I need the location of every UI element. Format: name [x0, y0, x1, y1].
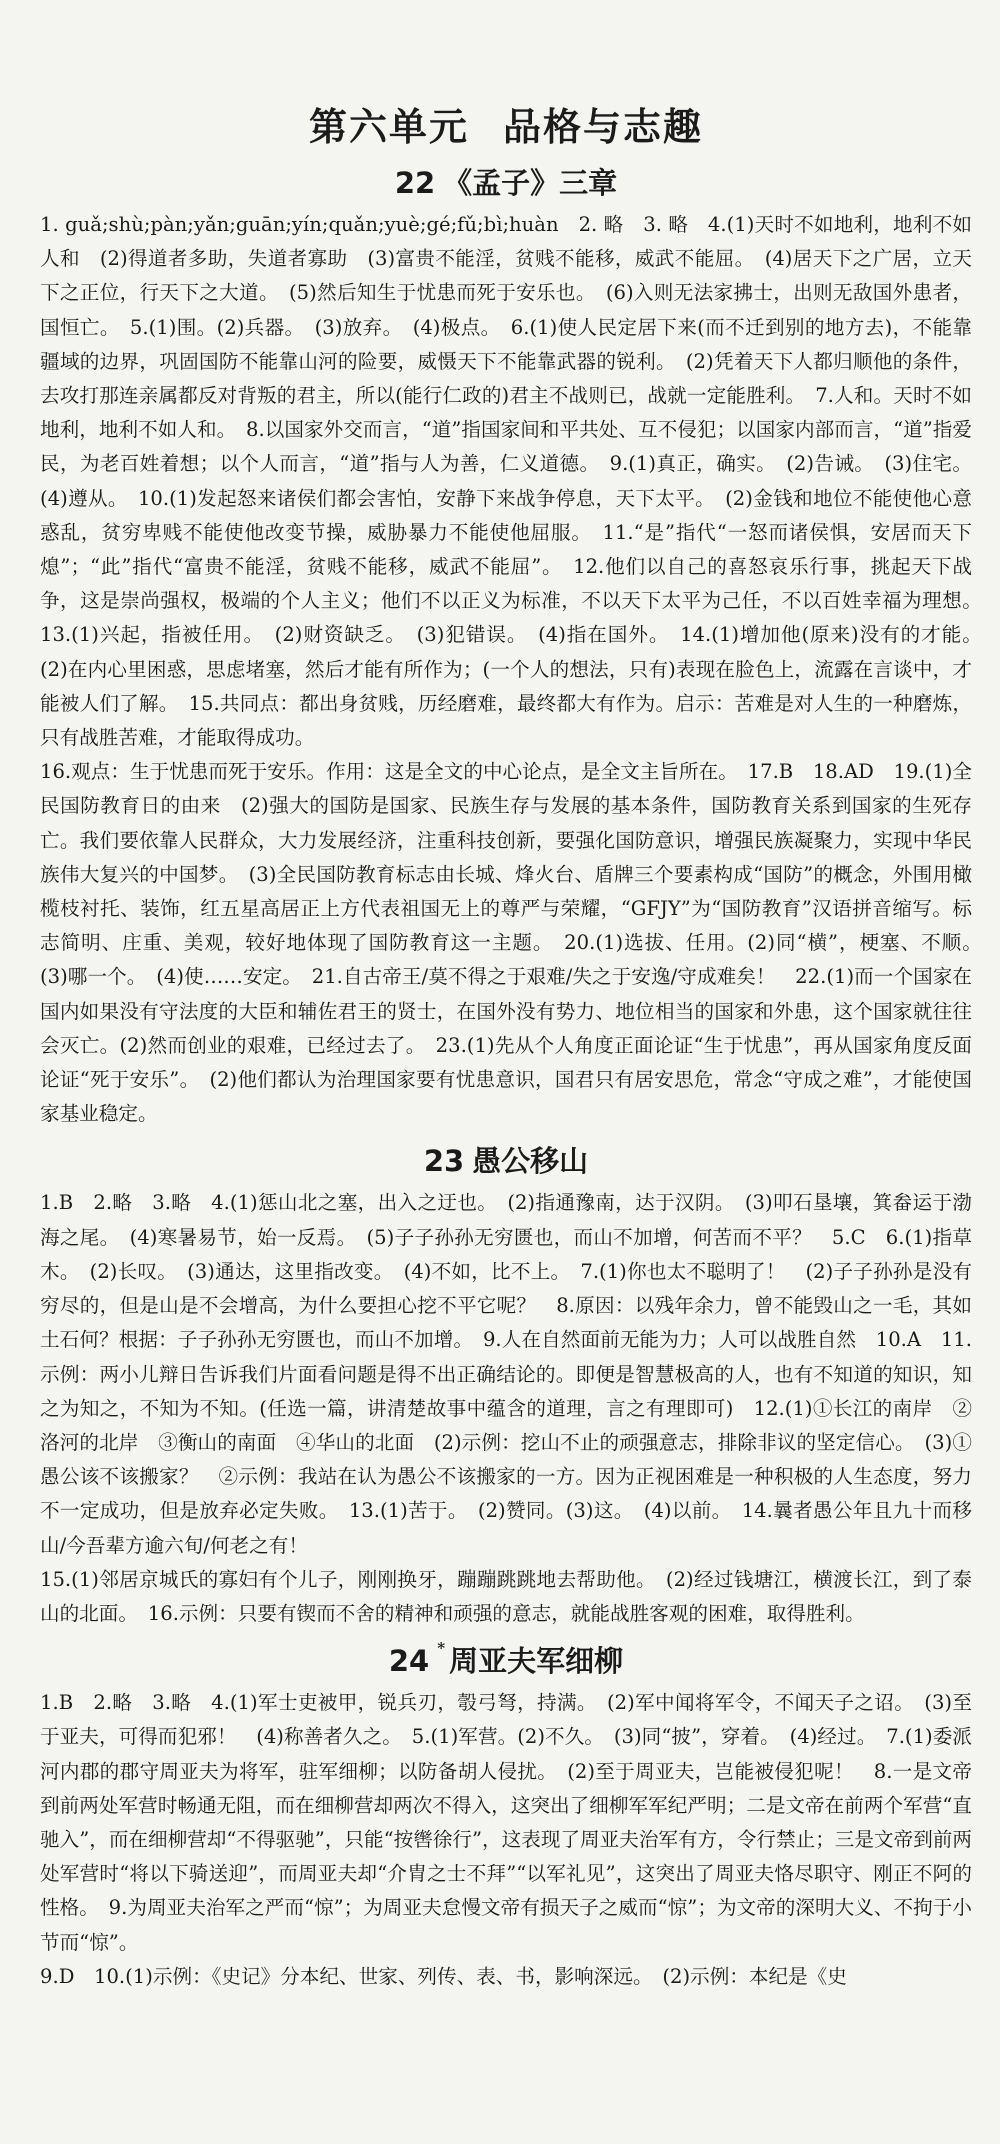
lesson-number: 22	[394, 166, 436, 200]
answer-paragraph: 9.D 10.(1)示例：《史记》分本纪、世家、列传、表、书，影响深远。 (2)示例：本纪是《史	[40, 1964, 847, 1988]
answer-paragraph: 1.B 2.略 3.略 4.(1)惩山北之塞，出入之迂也。 (2)指通豫南，达于汉阴。 (3)叩石垦壤，箕畚运于渤海之尾。 (4)寒暑易节，始一反焉。 (5)子子孙孙无穷匮也，而山不加增，何苦而不平？ 5.C 6.(1)指草木。 (2)长叹。 (3)通达，这里指改变。 (4)不如，比不上。 7.(1)你也太不聪明了！ (2)子子孙孙是没有穷尽的，但是山是不会增高，为什么要担心挖不平它呢？ 8.原因：以残年余力，曾不能毁山之一毛，其如土石何？根据：子子孙孙无穷匮也，而山不加增。 9.人在自然面前无能为力；人可以战胜自然 10.A 11.示例：两小儿辩日告诉我们片面看问题是得不出正确结论的。即便是智慧极高的人，也有不知道的知识，知之为知之，不知为不知。(任选一篇，讲清楚故事中蕴含的道理，言之有理即可) 12.(1)①长江的南岸 ②洛河的北岸 ③衡山的南面 ④华山的北面 (2)示例：挖山不止的顽强意志，排除非议的坚定信心。 (3)①愚公该不该搬家？ ②示例：我站在认为愚公不该搬家的一方。因为正视困难是一种积极的人生态度，努力不一定成功，但是放弃必定失败。 13.(1)苦于。 (2)赞同。(3)这。 (4)以前。 14.曩者愚公年且九十而移山/今吾辈方逾六旬/何老之有！	[40, 1191, 972, 1557]
lesson-title-24	[40, 1639, 972, 1680]
answer-paragraph: 1.B 2.略 3.略 4.(1)军士吏被甲，锐兵刃，彀弓弩，持满。 (2)军中闻将军令，不闻天子之诏。 (3)至于亚夫，可得而犯邪！ (4)称善者久之。 5.(1)军营。(2)不久。 (3)同“披”，穿着。 (4)经过。 7.(1)委派河内郡的郡守周亚夫为将军，驻军细柳；以防备胡人侵扰。 (2)至于周亚夫，岂能被侵犯呢！ 8.一是文帝到前两处军营时畅通无阻，而在细柳营却两次不得入，这突出了细柳军军纪严明；二是文帝在前两个军营“直驰入”，而在细柳营却“不得驱驰”，只能“按辔徐行”，这表现了周亚夫治军有方，令行禁止；三是文帝到前两处军营时“将以下骑送迎”，而周亚夫却“介胄之士不拜”“以军礼见”，这突出了周亚夫恪尽职守、刚正不阿的性格。 9.为周亚夫治军之严而“惊”；为周亚夫怠慢文帝有损天子之威而“惊”；为文帝的深明大义、不拘于小节而“惊”。	[40, 1691, 972, 1954]
lesson-number: 24	[388, 1644, 430, 1679]
unit-title	[40, 96, 972, 151]
answer-paragraph: 16.观点：生于忧患而死于安乐。作用：这是全文的中心论点，是全文主旨所在。 17.B 18.AD 19.(1)全民国防教育日的由来 (2)强大的国防是国家、民族生存与发展的基本条件，国防教育关系到国家的生死存亡。我们要依靠人民群众，大力发展经济，注重科技创新，要强化国防意识，增强民族凝聚力，实现中华民族伟大复兴的中国梦。 (3)全民国防教育标志由长城、烽火台、盾牌三个要素构成“国防”的概念，外围用橄榄枝衬托、装饰，红五星高居正上方代表祖国无上的尊严与荣耀，“GFJY”为“国防教育”汉语拼音缩写。标志简明、庄重、美观，较好地体现了国防教育这一主题。 20.(1)选拔、任用。(2)同“横”，梗塞、不顺。 (3)哪一个。 (4)使……安定。 21.自古帝王/莫不得之于艰难/失之于安逸/守成难矣！ 22.(1)而一个国家在国内如果没有守法度的大臣和辅佐君王的贤士，在国外没有势力、地位相当的国家和外患，这个国家就往往会灭亡。(2)然而创业的艰难，已经过去了。 23.(1)先从个人角度正面论证“生于忧患”，再从国家角度反面论证“死于安乐”。 (2)他们都认为治理国家要有忧患意识，国君只有居安思危，常念“守成之难”，才能使国家基业稳定。	[40, 760, 992, 1126]
lesson-name: 《孟子》三章	[443, 166, 618, 200]
unit-theme: 品格与志趣	[503, 105, 704, 149]
lesson-title-22	[40, 161, 972, 202]
lesson-title-23	[40, 1139, 972, 1180]
lesson-number: 23	[423, 1144, 465, 1179]
optional-mark: *	[437, 1639, 446, 1658]
lesson-answers-22	[40, 208, 992, 1131]
lesson-answers-24	[40, 1686, 972, 1994]
lesson-name: 周亚夫军细柳	[449, 1644, 624, 1679]
unit-number: 第六单元	[308, 105, 469, 149]
answer-paragraph: 15.(1)邻居京城氏的寡妇有个儿子，刚刚换牙，蹦蹦跳跳地去帮助他。 (2)经过钱塘江，横渡长江，到了泰山的北面。 16.示例：只要有锲而不舍的精神和顽强的意志，就能战胜客观的困难，取得胜利。	[40, 1567, 972, 1625]
lesson-name: 愚公移山	[472, 1144, 589, 1179]
answer-paragraph: 1. guǎ;shù;pàn;yǎn;guān;yín;quǎn;yuè;gé;fǔ;bì;huàn 2. 略 3. 略 4.(1)天时不如地利，地利不如人和 (2)得道者多助，失道者寡助 (3)富贵不能淫，贫贱不能移，威武不能屈。 (4)居天下之广居，立天下之正位，行天下之大道。 (5)然后知生于忧患而死于安乐也。 (6)入则无法家拂士，出则无敌国外患者，国恒亡。 5.(1)围。(2)兵器。 (3)放弃。 (4)极点。 6.(1)使人民定居下来(而不迁到别的地方去)，不能靠疆域的边界，巩固国防不能靠山河的险要，威慑天下不能靠武器的锐利。 (2)凭着天下人都归顺他的条件，去攻打那连亲属都反对背叛的君主，所以(能行仁政的)君主不战则已，战就一定能胜利。 7.人和。天时不如地利，地利不如人和。 8.以国家外交而言，“道”指国家间和平共处、互不侵犯；以国家内部而言，“道”指爱民，为老百姓着想；以个人而言，“道”指与人为善，仁义道德。 9.(1)真正，确实。 (2)告诫。 (3)住宅。(4)遵从。 10.(1)发起怒来诸侯们都会害怕，安静下来战争停息，天下太平。 (2)金钱和地位不能使他心意惑乱，贫穷卑贱不能使他改变节操，威胁暴力不能使他屈服。 11.“是”指代“一怒而诸侯惧，安居而天下熄”；“此”指代“富贵不能淫，贫贱不能移，威武不能屈”。 12.他们以自己的喜怒哀乐行事，挑起天下战争，这是崇尚强权，极端的个人主义；他们不以正义为标准，不以天下太平为己任，不以百姓幸福为理想。 13.(1)兴起，指被任用。 (2)财资缺乏。 (3)犯错误。 (4)指在国外。 14.(1)增加他(原来)没有的才能。 (2)在内心里困惑，思虑堵塞，然后才能有所作为；(一个人的想法，只有)表现在脸色上，流露在言谈中，才能被人们了解。 15.共同点：都出身贫贱，历经磨难，最终都大有作为。启示：苦难是对人生的一种磨炼，只有战胜苦难，才能取得成功。	[40, 213, 992, 750]
lesson-answers-23	[40, 1186, 972, 1631]
